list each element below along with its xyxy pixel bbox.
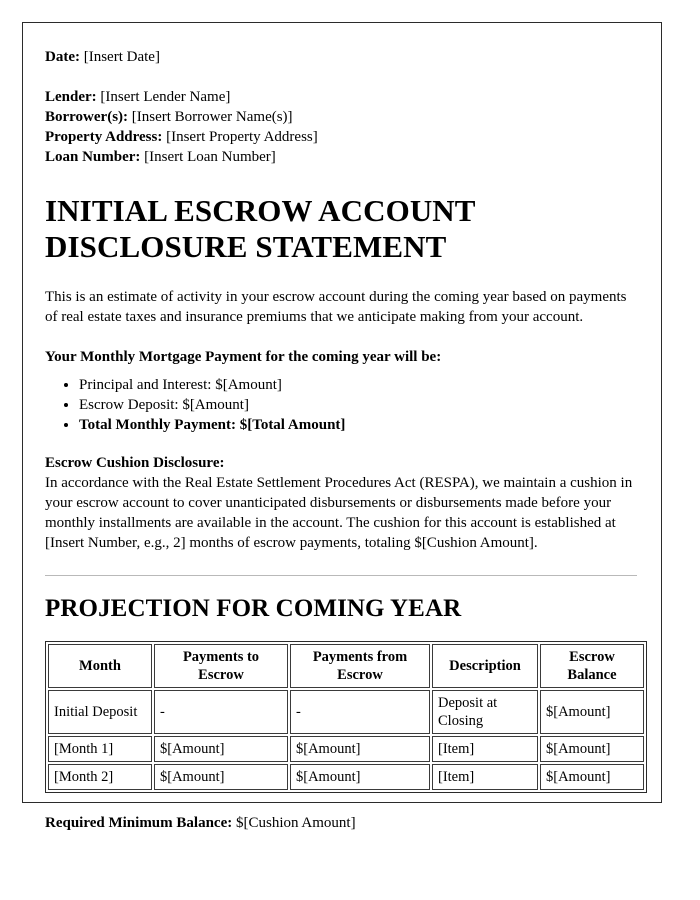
cell-description: Deposit at Closing xyxy=(432,690,538,734)
borrower-value: [Insert Borrower Name(s)] xyxy=(131,109,293,125)
meta-row-borrower xyxy=(45,107,639,127)
cell-description: [Item] xyxy=(432,736,538,762)
table-row xyxy=(48,690,644,734)
cell-escrow-balance: $[Amount] xyxy=(540,690,644,734)
projection-table xyxy=(45,641,647,793)
required-minimum-balance-line xyxy=(45,813,639,833)
section-divider xyxy=(45,575,637,576)
meta-spacer xyxy=(45,67,639,87)
escrow-cushion-body: In accordance with the Real Estate Settlement Procedures Act (RESPA), we maintain a cushion in your escrow account to cover unanticipated disbursements or disbursements made before your monthly installments are available in the account. The cushion for this account is established at [Insert Number, e.g., 2] months of escrow payments, totaling $[Cushion Amount]. xyxy=(45,475,633,551)
monthly-payment-lead-in: Your Monthly Mortgage Payment for the coming year will be: xyxy=(45,349,442,365)
document-meta-block xyxy=(45,47,639,167)
cell-payments-to-escrow: $[Amount] xyxy=(154,736,288,762)
loan-number-label: Loan Number: xyxy=(45,149,141,165)
monthly-payment-list xyxy=(45,375,639,435)
document-page xyxy=(22,22,662,831)
cell-payments-from-escrow: $[Amount] xyxy=(290,764,430,790)
table-row xyxy=(48,736,644,762)
list-item: • Principal and Interest: $[Amount] xyxy=(79,375,639,395)
required-minimum-balance-value: $[Cushion Amount] xyxy=(235,815,356,831)
projection-table-head xyxy=(48,644,644,688)
cell-escrow-balance: $[Amount] xyxy=(540,736,644,762)
property-address-value: [Insert Property Address] xyxy=(166,129,318,145)
meta-row-property-address xyxy=(45,127,639,147)
table-row xyxy=(48,764,644,790)
cell-payments-from-escrow: - xyxy=(290,690,430,734)
column-header-month: Month xyxy=(48,644,152,688)
required-minimum-balance-label: Required Minimum Balance: xyxy=(45,815,233,831)
cell-month: Initial Deposit xyxy=(48,690,152,734)
intro-paragraph: This is an estimate of activity in your escrow account during the coming year based on payments of real estate taxes and insurance premiums that we anticipate making from your account. xyxy=(45,289,627,325)
cell-payments-to-escrow: $[Amount] xyxy=(154,764,288,790)
projection-section-title: PROJECTION FOR COMING YEAR xyxy=(45,595,462,622)
lender-label: Lender: xyxy=(45,89,97,105)
meta-row-date xyxy=(45,47,639,67)
cell-escrow-balance: $[Amount] xyxy=(540,764,644,790)
lender-value: [Insert Lender Name] xyxy=(100,89,231,105)
cell-payments-to-escrow: - xyxy=(154,690,288,734)
table-header-row xyxy=(48,644,644,688)
projection-table-body xyxy=(48,690,644,790)
meta-row-lender xyxy=(45,87,639,107)
column-header-escrow-balance: Escrow Balance xyxy=(540,644,644,688)
borrower-label: Borrower(s): xyxy=(45,109,129,125)
list-item: • Escrow Deposit: $[Amount] xyxy=(79,395,639,415)
column-header-payments-from-escrow: Payments from Escrow xyxy=(290,644,430,688)
loan-number-value: [Insert Loan Number] xyxy=(144,149,276,165)
cell-payments-from-escrow: $[Amount] xyxy=(290,736,430,762)
date-label: Date: xyxy=(45,49,80,65)
column-header-description: Description xyxy=(432,644,538,688)
column-header-payments-to-escrow: Payments to Escrow xyxy=(154,644,288,688)
page-title: INITIAL ESCROW ACCOUNT DISCLOSURE STATEMENT xyxy=(45,193,476,264)
cell-month: [Month 2] xyxy=(48,764,152,790)
list-item: • Total Monthly Payment: $[Total Amount] xyxy=(79,415,639,435)
document-body xyxy=(23,23,661,833)
meta-row-loan-number xyxy=(45,147,639,167)
cell-description: [Item] xyxy=(432,764,538,790)
property-address-label: Property Address: xyxy=(45,129,163,145)
date-value: [Insert Date] xyxy=(83,49,160,65)
cell-month: [Month 1] xyxy=(48,736,152,762)
escrow-cushion-heading: Escrow Cushion Disclosure: xyxy=(45,455,225,471)
